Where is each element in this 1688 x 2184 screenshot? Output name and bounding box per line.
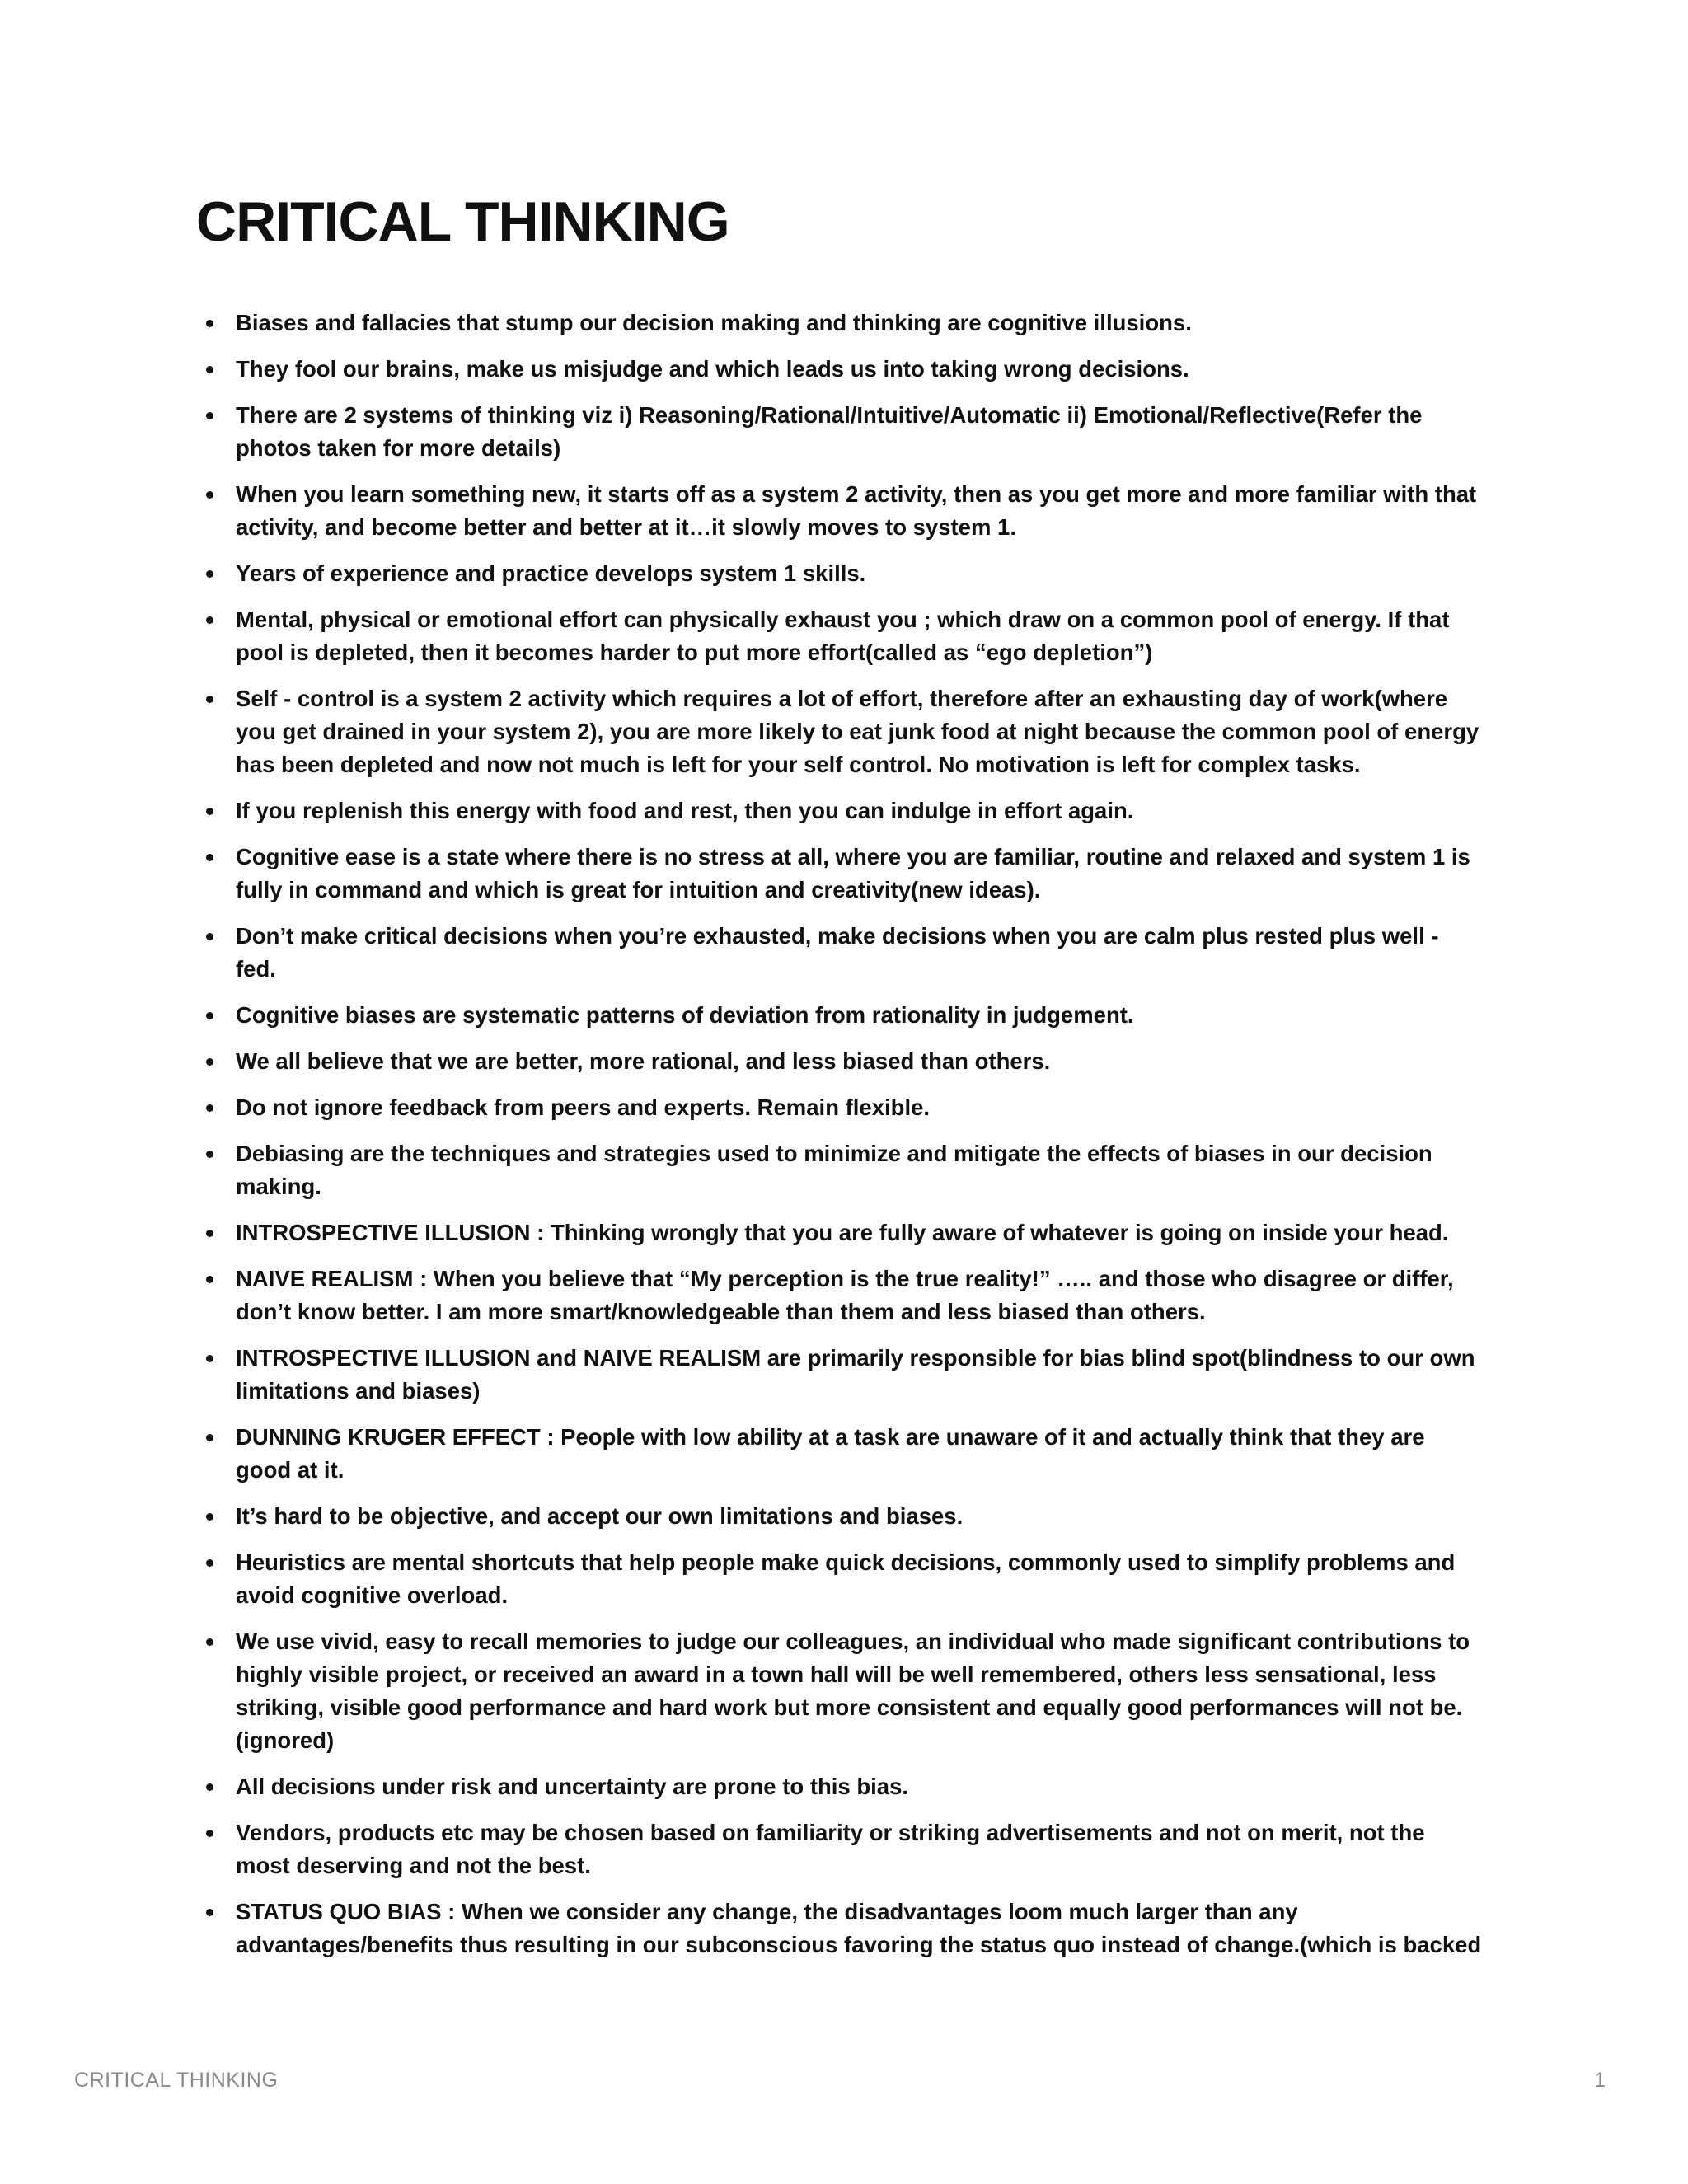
list-item (196, 1816, 1482, 1882)
list-item (196, 478, 1482, 544)
list-item-text: NAIVE REALISM : When you believe that “My perception is the true reality!” ….. and those who disagree or differ, don’t know better. I am more smart/knowledgeable than them and less biased than others. (236, 1266, 1454, 1324)
list-item (196, 1421, 1482, 1487)
list-item (196, 1216, 1482, 1249)
list-item-text: All decisions under risk and uncertainty are prone to this bias. (236, 1774, 909, 1799)
list-item (196, 841, 1482, 907)
list-item-text: It’s hard to be objective, and accept our own limitations and biases. (236, 1503, 964, 1529)
list-item-text: INTROSPECTIVE ILLUSION and NAIVE REALISM are primarily responsible for bias blind spot(blindness to our own limitations and biases) (236, 1345, 1475, 1404)
list-item (196, 399, 1482, 465)
bullet-icon (206, 491, 213, 499)
list-item (196, 1625, 1482, 1757)
list-item (196, 1137, 1482, 1203)
list-item (196, 1045, 1482, 1078)
list-item-text: There are 2 systems of thinking viz i) Reasoning/Rational/Intuitive/Automatic ii) Emotional/Reflective(Refer the photos taken for more details) (236, 402, 1423, 461)
list-item-text: Debiasing are the techniques and strategies used to minimize and mitigate the effects of biases in our decision making. (236, 1141, 1432, 1199)
list-item-text: DUNNING KRUGER EFFECT : People with low ability at a task are unaware of it and actually think that they are good at it. (236, 1424, 1425, 1483)
list-item-text: Don’t make critical decisions when you’re exhausted, make decisions when you are calm plus rested plus well - fed. (236, 923, 1439, 982)
bullet-icon (206, 933, 213, 940)
list-item (196, 1500, 1482, 1533)
list-item (196, 920, 1482, 986)
list-item-text: When you learn something new, it starts off as a system 2 activity, then as you get more and more familiar with that activity, and become better and better at it…it slowly moves to system 1. (236, 481, 1477, 540)
bullet-icon (206, 1104, 213, 1112)
list-item-text: They fool our brains, make us misjudge and which leads us into taking wrong decisions. (236, 356, 1189, 382)
bullet-icon (206, 1276, 213, 1283)
bullet-icon (206, 1830, 213, 1837)
list-item (196, 794, 1482, 827)
list-item-text: Do not ignore feedback from peers and experts. Remain flexible. (236, 1094, 931, 1120)
list-item (196, 1546, 1482, 1612)
bullet-icon (206, 1513, 213, 1521)
bullet-icon (206, 1783, 213, 1791)
list-item (196, 1342, 1482, 1408)
bullet-icon (206, 1355, 213, 1362)
list-item-text: Cognitive ease is a state where there is no stress at all, where you are familiar, routine and relaxed and system 1 is fully in command and which is great for intuition and creativity(new ideas). (236, 844, 1470, 902)
bullet-icon (206, 1151, 213, 1158)
bullet-icon (206, 808, 213, 815)
list-item-text: Mental, physical or emotional effort can physically exhaust you ; which draw on a common pool of energy. If that pool is depleted, then it becomes harder to put more effort(called as “ego depletion”) (236, 607, 1450, 665)
list-item-text: Cognitive biases are systematic patterns of deviation from rationality in judgement. (236, 1002, 1134, 1028)
bullet-icon (206, 854, 213, 861)
bullet-icon (206, 1434, 213, 1441)
bullet-icon (206, 320, 213, 327)
bullet-icon (206, 696, 213, 703)
bullet-icon (206, 616, 213, 624)
bullet-icon (206, 1230, 213, 1237)
list-item-text: Vendors, products etc may be chosen based on familiarity or striking advertisements and not on merit, not the most deserving and not the best. (236, 1820, 1425, 1878)
footer-page-number: 1 (1594, 2069, 1606, 2092)
list-item-text: INTROSPECTIVE ILLUSION : Thinking wrongly that you are fully aware of whatever is going on inside your head. (236, 1220, 1449, 1245)
bullet-icon (206, 570, 213, 578)
bullet-icon (206, 1559, 213, 1567)
bullet-icon (206, 366, 213, 373)
list-item-text: Self - control is a system 2 activity which requires a lot of effort, therefore after an exhausting day of work(where you get drained in your system 2), you are more likely to eat junk food at night because the common pool of energy has been depleted and now not much is left for your self control. No motivation is left for complex tasks. (236, 686, 1479, 777)
bullet-icon (206, 1909, 213, 1916)
page-title: CRITICAL THINKING (196, 190, 729, 253)
bullet-icon (206, 1012, 213, 1019)
list-item (196, 1896, 1482, 1961)
list-item-text: Years of experience and practice develops system 1 skills. (236, 560, 866, 586)
bullet-icon (206, 412, 213, 419)
list-item (196, 1263, 1482, 1329)
list-item (196, 1770, 1482, 1803)
list-item-text: STATUS QUO BIAS : When we consider any change, the disadvantages loom much larger than any advantages/benefits thus resulting in our subconscious favoring the status quo instead of change.(which is backed (236, 1899, 1482, 1957)
list-item (196, 353, 1482, 386)
list-item (196, 682, 1482, 781)
bullet-list (196, 307, 1482, 1975)
list-item-text: We all believe that we are better, more rational, and less biased than others. (236, 1048, 1051, 1074)
list-item-text: Biases and fallacies that stump our decision making and thinking are cognitive illusions. (236, 310, 1192, 335)
bullet-icon (206, 1638, 213, 1646)
list-item (196, 999, 1482, 1032)
list-item (196, 557, 1482, 590)
list-item (196, 307, 1482, 340)
bullet-icon (206, 1058, 213, 1066)
list-item (196, 603, 1482, 669)
list-item-text: We use vivid, easy to recall memories to judge our colleagues, an individual who made significant contributions to highly visible project, or received an award in a town hall will be well remembered, others less sensational, less striking, visible good performance and hard work but more consistent and equally good performances will not be.(ignored) (236, 1629, 1470, 1753)
footer-title: CRITICAL THINKING (74, 2069, 279, 2092)
list-item-text: If you replenish this energy with food and rest, then you can indulge in effort again. (236, 798, 1134, 823)
list-item-text: Heuristics are mental shortcuts that help people make quick decisions, commonly used to simplify problems and avoid cognitive overload. (236, 1549, 1456, 1608)
list-item (196, 1091, 1482, 1124)
